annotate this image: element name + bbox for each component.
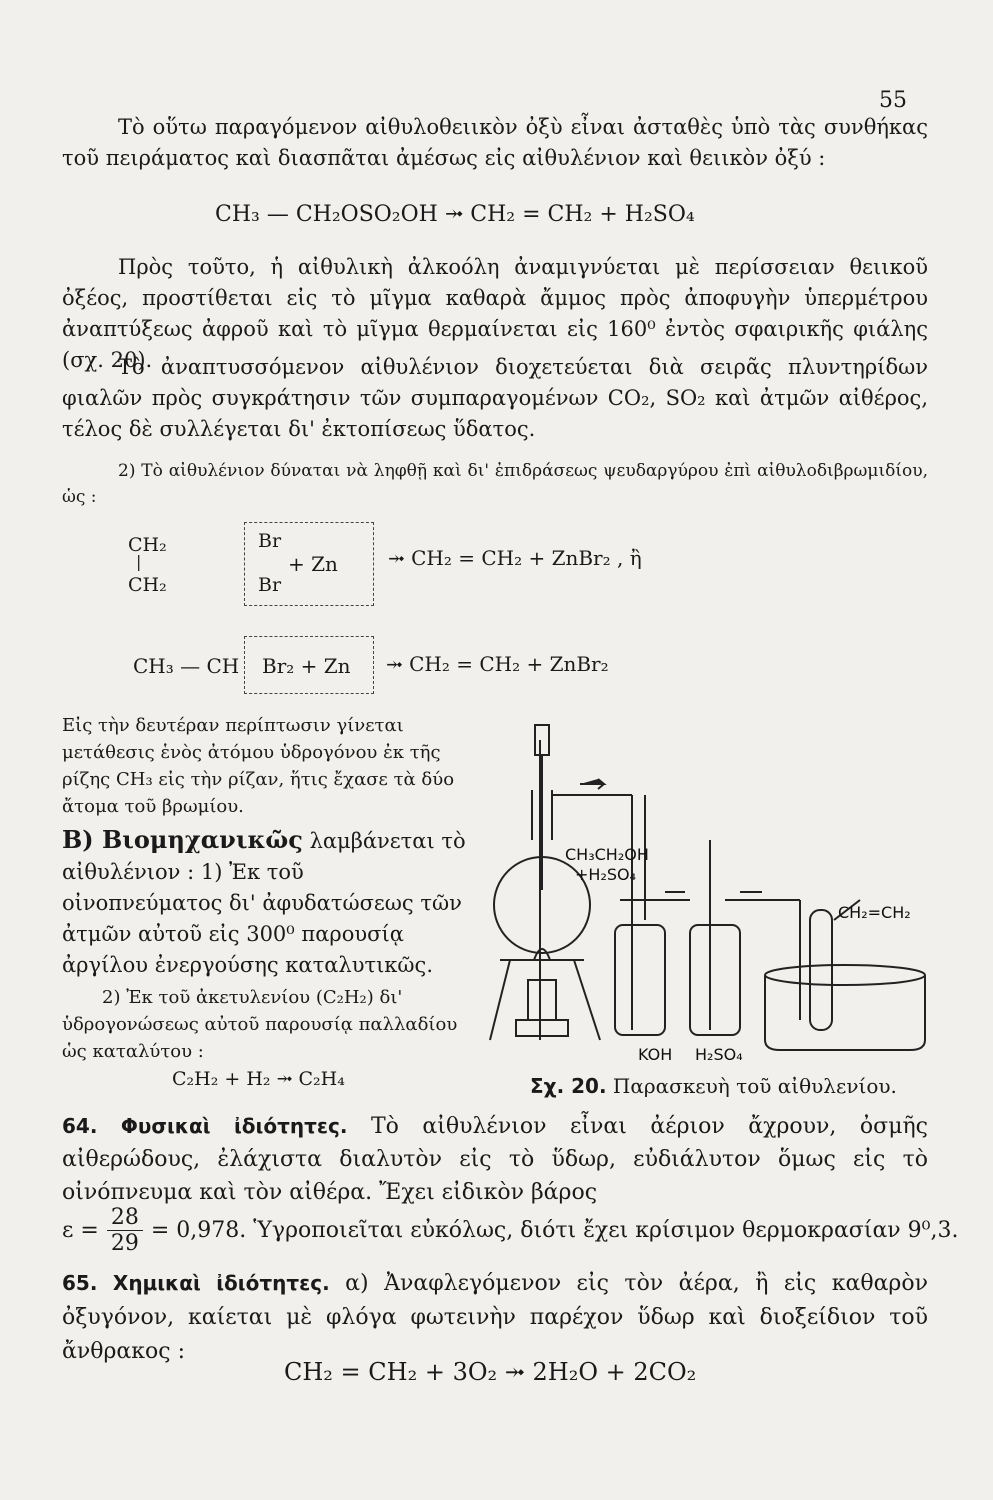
- fig-label-h2so4: H₂SO₄: [695, 1045, 743, 1064]
- industrial-heading: B) Βιομηχανικῶς: [62, 825, 303, 854]
- section-64-text: Τὸ αἰθυλένιον εἶναι ἀέριον ἄχρουν, ὀσμῆς αἰθερώδους, ἐλάχιστα διαλυτὸν εἰς τὸ ὕδωρ, εὐδιάλυτον ὅμως εἰς τὸ οἰνόπνευμα καὶ τὸν αἰθέρα. Ἔχει εἰδικὸν βάρος: [62, 1114, 928, 1205]
- paragraph-second-case: Εἰς τὴν δευτέραν περίπτωσιν γίνεται μετάθεσις ἑνὸς ἀτόμου ὑδρογόνου ἐκ τῆς ρίζης CH₃ εἰς τὴν ρίζαν, ἥτις ἔχασε τὰ δύο ἄτομα τοῦ βρωμίου.: [62, 715, 455, 817]
- fig-label-gas: CH₂=CH₂: [838, 903, 911, 922]
- eq1-ch2-bottom: CH₂: [128, 574, 167, 596]
- eq1-bond: |: [136, 552, 142, 571]
- paragraph-procedure: Πρὸς τοῦτο, ἡ αἰθυλικὴ ἀλκοόλη ἀναμιγνύεται μὲ περίσσειαν θειικοῦ ὀξέος, προστίθεται εἰς τὸ μῖγμα καθαρὰ ἄμμος πρὸς ἀποφυγὴν ὑπερμέτρου ἀναπτύξεως ἀφροῦ καὶ τὸ μῖγμα θερμαίνεται εἰς 160⁰ ἐντὸς σφαιρικῆς φιάλης (σχ. 20).: [62, 255, 928, 372]
- density-lhs: ε =: [62, 1218, 99, 1243]
- fig-label-acid: +H₂SO₄: [575, 865, 637, 884]
- paragraph-acetylene: 2) Ἐκ τοῦ ἀκετυλενίου (C₂H₂) δι' ὑδρογονώσεως αὐτοῦ παρουσίᾳ παλλαδίου ὡς καταλύτου :: [62, 987, 458, 1062]
- eq2-boxed: Br₂ + Zn: [262, 654, 351, 678]
- eq2-left: CH₃ — CH: [133, 654, 240, 678]
- eq2-product: ⤞ CH₂ = CH₂ + ZnBr₂: [386, 652, 609, 676]
- figure-caption: [530, 1074, 897, 1098]
- density-denominator: 29: [110, 1231, 139, 1256]
- paragraph-washing: Τὸ ἀναπτυσσόμενον αἰθυλένιον διοχετεύεται διὰ σειρᾶς πλυντηρίδων φιαλῶν πρὸς συγκράτησιν τῶν συμπαραγομένων CO₂, SO₂ καὶ ἀτμῶν αἰθέρος, τέλος δὲ συλλέγεται δι' ἐκτοπίσεως ὕδατος.: [62, 355, 928, 441]
- formula-combustion: CH₂ = CH₂ + 3O₂ ⤞ 2H₂O + 2CO₂: [284, 1358, 697, 1386]
- section-65-heading: 65. Χημικαὶ ἰδιότητες.: [62, 1271, 330, 1295]
- section-65: [62, 1266, 928, 1369]
- eq1-br-top: Br: [258, 530, 282, 552]
- paragraph-industrial: [62, 824, 470, 981]
- apparatus-figure: [480, 720, 930, 1070]
- formula-hydrogenation: C₂H₂ + H₂ ⤞ C₂H₄: [172, 1068, 345, 1090]
- density-rhs: = 0,978. Ὑγροποιεῖται εὐκόλως, διότι ἔχει κρίσιμον θερμοκρασίαν 9⁰,3.: [150, 1218, 959, 1243]
- fig-label-flask: CH₃CH₂OH: [565, 845, 649, 864]
- formula-ethylsulfuric-decomposition: CH₃ — CH₂OSO₂OH ⤞ CH₂ = CH₂ + H₂SO₄: [215, 202, 695, 227]
- fig-label-koh: KOH: [638, 1045, 673, 1064]
- density-fraction: [107, 1205, 143, 1256]
- caption-text: Παρασκευὴ τοῦ αἰθυλενίου.: [606, 1074, 897, 1098]
- density-numerator: 28: [107, 1205, 143, 1231]
- industrial-text: λαμβάνεται τὸ αἰθυλένιον : 1) Ἐκ τοῦ οἰνοπνεύματος δι' ἀφυδατώσεως τῶν ἀτμῶν αὐτοῦ εἰς 300⁰ παρουσίᾳ ἀργίλου ἐνεργούσης καταλυτικῶς.: [62, 829, 466, 977]
- density-formula: [62, 1205, 958, 1256]
- eq1-product: ⤞ CH₂ = CH₂ + ZnBr₂ , ἢ: [388, 546, 642, 570]
- eq1-br-bottom: Br: [258, 574, 282, 596]
- paragraph-zinc-method: 2) Τὸ αἰθυλένιον δύναται νὰ ληφθῇ καὶ δι' ἐπιδράσεως ψευδαργύρου ἐπὶ αἰθυλοδιβρωμιδίου, ὡς :: [62, 461, 928, 507]
- eq1-ch2-top: CH₂: [128, 534, 167, 556]
- section-64: [62, 1110, 928, 1209]
- paragraph-intro: Τὸ οὕτω παραγόμενον αἰθυλοθειικὸν ὀξὺ εἶναι ἀσταθὲς ὑπὸ τὰς συνθήκας τοῦ πειράματος καὶ διασπᾶται ἀμέσως εἰς αἰθυλένιον καὶ θειικὸν ὀξύ :: [62, 115, 928, 170]
- section-65-text: α) Ἀναφλεγόμενον εἰς τὸν ἀέρα, ἢ εἰς καθαρὸν ὀξυγόνον, καίεται μὲ φλόγα φωτεινὴν παρέχον ὕδωρ καὶ διοξείδιον τοῦ ἄνθρακος :: [62, 1271, 928, 1364]
- page-number: 55: [879, 88, 907, 113]
- caption-label: Σχ. 20.: [530, 1074, 607, 1098]
- eq1-zinc: + Zn: [288, 552, 338, 576]
- section-64-heading: 64. Φυσικαὶ ἰδιότητες.: [62, 1114, 348, 1138]
